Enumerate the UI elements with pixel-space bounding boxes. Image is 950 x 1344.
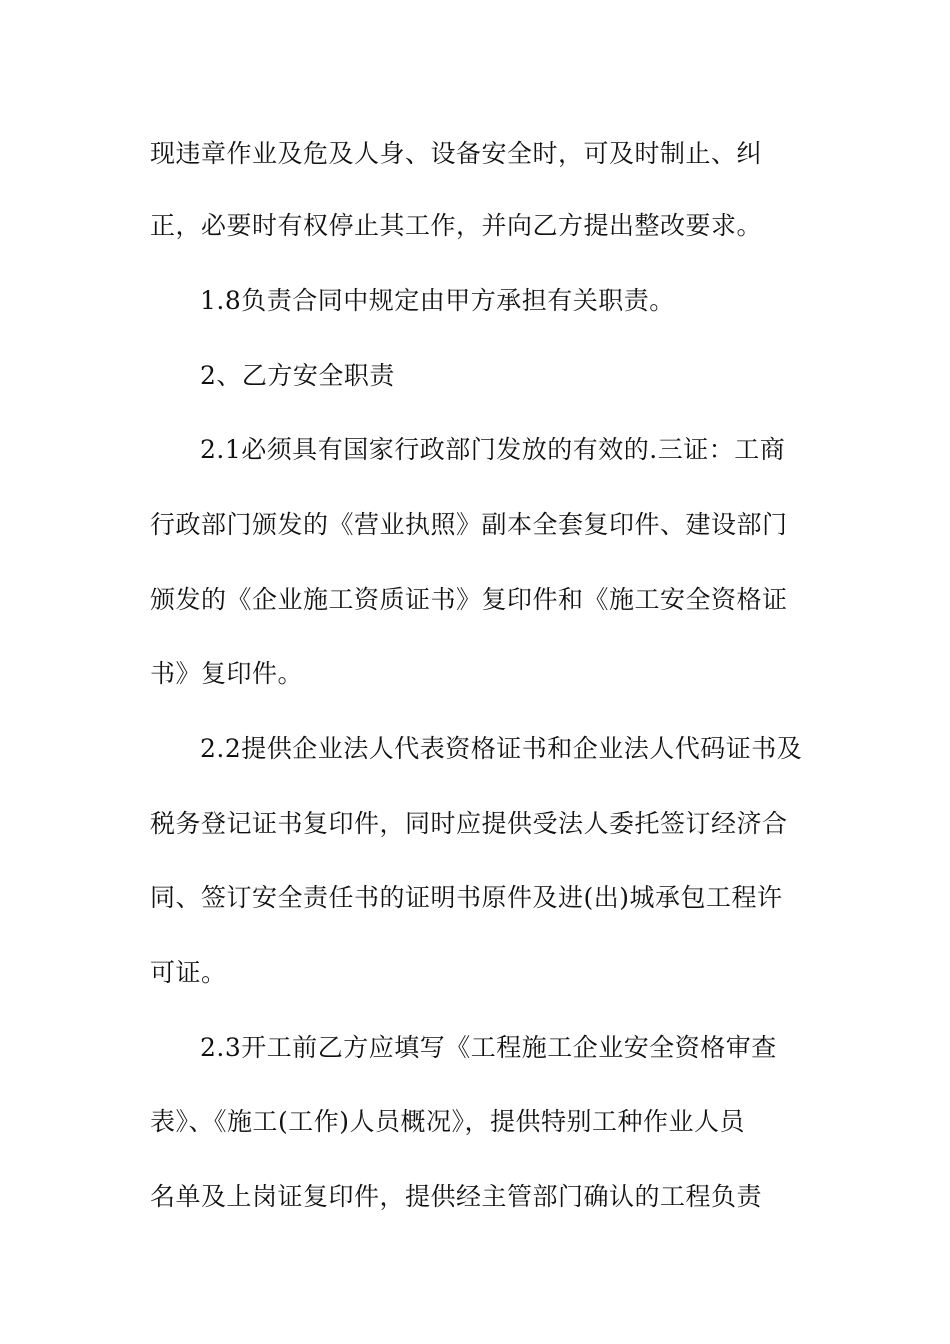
body-text-line: 可证。 <box>150 958 227 987</box>
clause-2-3-line: 2.3开工前乙方应填写《工程施工企业安全资格审查 <box>200 1033 777 1062</box>
clause-2-2-line: 2.2提供企业法人代表资格证书和企业法人代码证书及 <box>200 734 803 763</box>
body-text-line: 表》、《施工(工作)人员概况》，提供特别工种作业人员 <box>150 1107 746 1136</box>
clause-1-8-line: 1.8负责合同中规定由甲方承担有关职责。 <box>200 286 675 315</box>
body-text-line: 正，必要时有权停止其工作，并向乙方提出整改要求。 <box>150 211 763 240</box>
body-text-line: 现违章作业及危及人身、设备安全时，可及时制止、纠 <box>150 139 763 168</box>
body-text-line: 书》复印件。 <box>150 659 304 688</box>
body-text-line: 同、签订安全责任书的证明书原件及进(出)城承包工程许 <box>150 883 783 912</box>
clause-2-1-line: 2.1必须具有国家行政部门发放的有效的.三证：工商 <box>200 435 786 464</box>
section-heading: 2、乙方安全职责 <box>200 361 395 390</box>
body-text-line: 行政部门颁发的《营业执照》副本全套复印件、建设部门 <box>150 510 788 539</box>
body-text-line: 税务登记证书复印件，同时应提供受法人委托签订经济合 <box>150 809 788 838</box>
body-text-line: 名单及上岗证复印件，提供经主管部门确认的工程负责 <box>150 1182 763 1211</box>
body-text-line: 颁发的《企业施工资质证书》复印件和《施工安全资格证 <box>150 585 788 614</box>
